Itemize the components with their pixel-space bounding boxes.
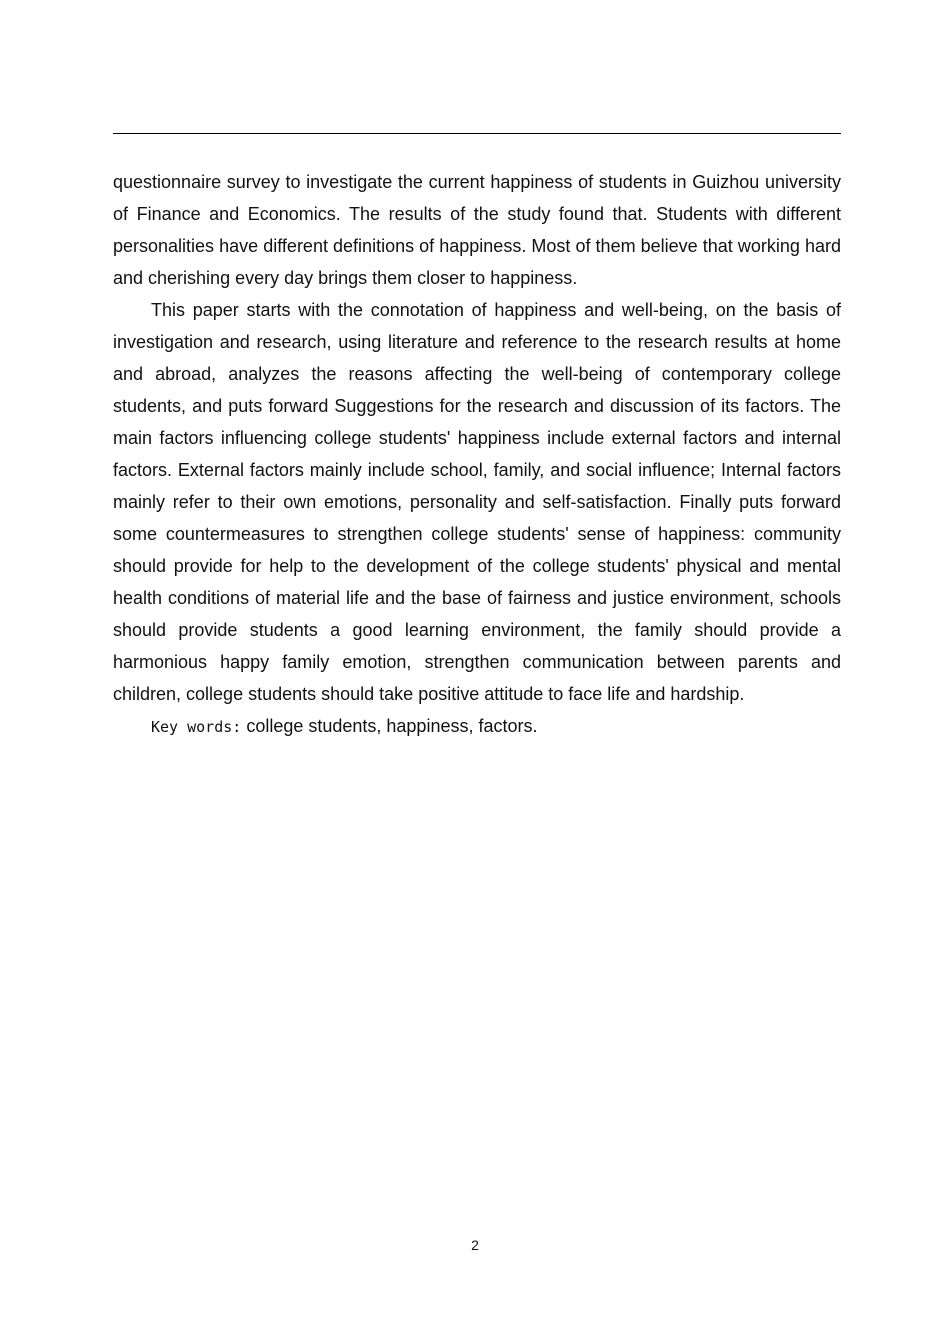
abstract-paragraph: This paper starts with the connotation of happiness and well-being, on the basis of investigation and research, using literature and reference to the research results at home and abroad, analyzes the reasons affecting the well-being of contemporary college students, and puts forward Suggestions for the research and discussion of its factors. The main factors influencing college students' happiness include external factors and internal factors. External factors mainly include school, family, and social influence; Internal factors mainly refer to their own emotions, personality and self-satisfaction. Finally puts forward some countermeasures to strengthen college students' sense of happiness: community should provide for help to the development of the college students' physical and mental health conditions of material life and the base of fairness and justice environment, schools should provide students a good learning environment, the family should provide a harmonious happy family emotion, strengthen communication between parents and children, college students should take positive attitude to face life and hardship. [113, 300, 841, 704]
page-number: 2 [471, 1237, 479, 1253]
abstract-paragraph-continued: questionnaire survey to investigate the current happiness of students in Guizhou university of Finance and Economics. The results of the study found that. Students with different personalities have different definitions of happiness. Most of them believe that working hard and cherishing every day brings them closer to happiness. [113, 172, 841, 288]
keywords-label: Key words: [151, 718, 242, 736]
document-body [113, 166, 841, 743]
keywords-value: college students, happiness, factors. [241, 716, 538, 736]
keywords-line [113, 710, 841, 743]
header-rule [113, 133, 841, 134]
